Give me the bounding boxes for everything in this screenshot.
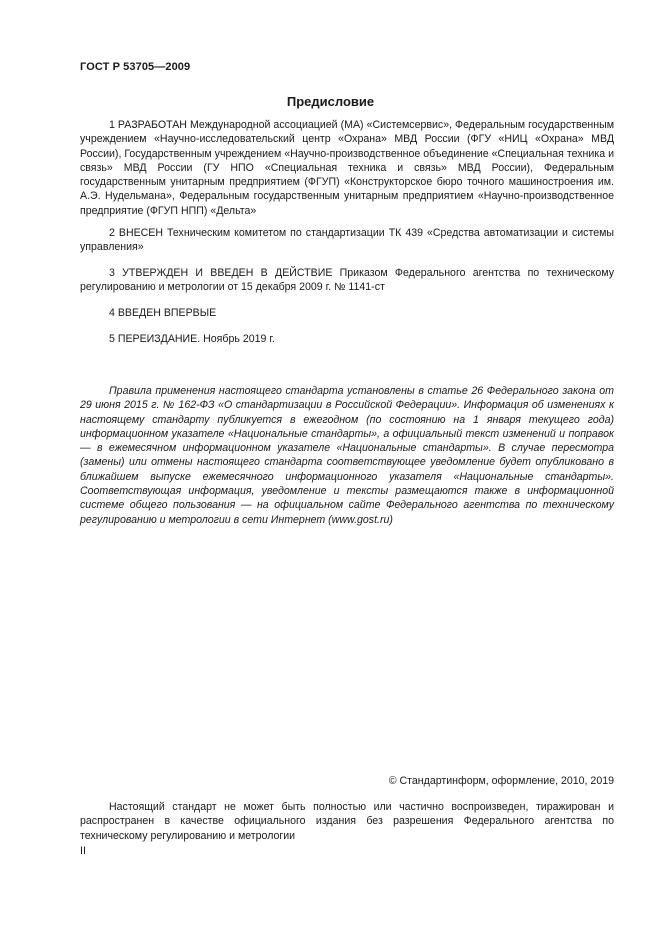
paragraph-developed-by <box>80 118 614 218</box>
paragraph-first-introduced <box>80 306 614 320</box>
note-text: Правила применения настоящего стандарта установлены в статье 26 Федерального закона от 29 июня 2015 г. № 162-ФЗ «О стандартизации в Российской Федерации». Информация об изменениях к настоящему стандарту публикуется в ежегодном (по состоянию на 1 января текущего года) информационном указателе «Национальные стандарты», а официальный текст изменений и поправок — в ежемесячном информационном указателе «Национальные стандарты». В случае пересмотра (замены) или отмены настоящего стандарта соответствующее уведомление будет опубликовано в ближайшем выпуске ежемесячного информационного указателя «Национальные стандарты». Соответствующая информация, уведомление и тексты размещаются также в информационной системе общего пользования — на официальном сайте Федерального агентства по техническому регулированию и метрологии в сети Интернет (www.gost.ru) <box>80 385 614 526</box>
paragraph-reissue <box>80 332 614 346</box>
paragraph-text: 5 ПЕРЕИЗДАНИЕ. Ноябрь 2019 г. <box>109 333 275 345</box>
paragraph-text: 4 ВВЕДЕН ВПЕРВЫЕ <box>109 307 217 319</box>
notice-text: Настоящий стандарт не может быть полностью или частично воспроизведен, тиражирован и распространен в качестве официального издания без разрешения Федерального агентства по техническому регулированию и метрологии <box>80 801 614 842</box>
paragraph-text: 3 УТВЕРЖДЕН И ВВЕДЕН В ДЕЙСТВИЕ Приказом Федерального агентства по техническому регулированию и метрологии от 15 декабря 2009 г. № 1141-ст <box>80 267 614 294</box>
page-title: Предисловие <box>286 94 375 109</box>
page-number: II <box>80 845 86 857</box>
paragraph-approved <box>80 266 614 295</box>
standard-code-header: ГОСТ Р 53705—2009 <box>80 61 191 73</box>
application-rules-note <box>80 384 614 527</box>
reproduction-notice <box>80 800 614 843</box>
paragraph-text: 2 ВНЕСЕН Техническим комитетом по стандартизации ТК 439 «Средства автоматизации и системы управления» <box>80 227 614 254</box>
paragraph-text: 1 РАЗРАБОТАН Международной ассоциацией (МА) «Системсервис», Федеральным государственным учреждением «Научно-исследовательский центр «Охрана» МВД России (ФГУ «НИЦ «Охрана» МВД России), Государственным учреждением «Научно-производственное объединение «Специальная техника и связь» МВД России (ГУ НПО «Специальная техника и связь» МВД России), Федеральным государственным унитарным предприятием (ФГУП) «Конструкторское бюро точного машиностроения им. А.Э. Нудельмана», Федеральным государственным унитарным предприятием «Научно-производственное предприятие (ФГУП НПП) «Дельта» <box>80 119 614 217</box>
copyright-line: © Стандартинформ, оформление, 2010, 2019 <box>388 775 614 787</box>
paragraph-submitted-by <box>80 226 614 255</box>
